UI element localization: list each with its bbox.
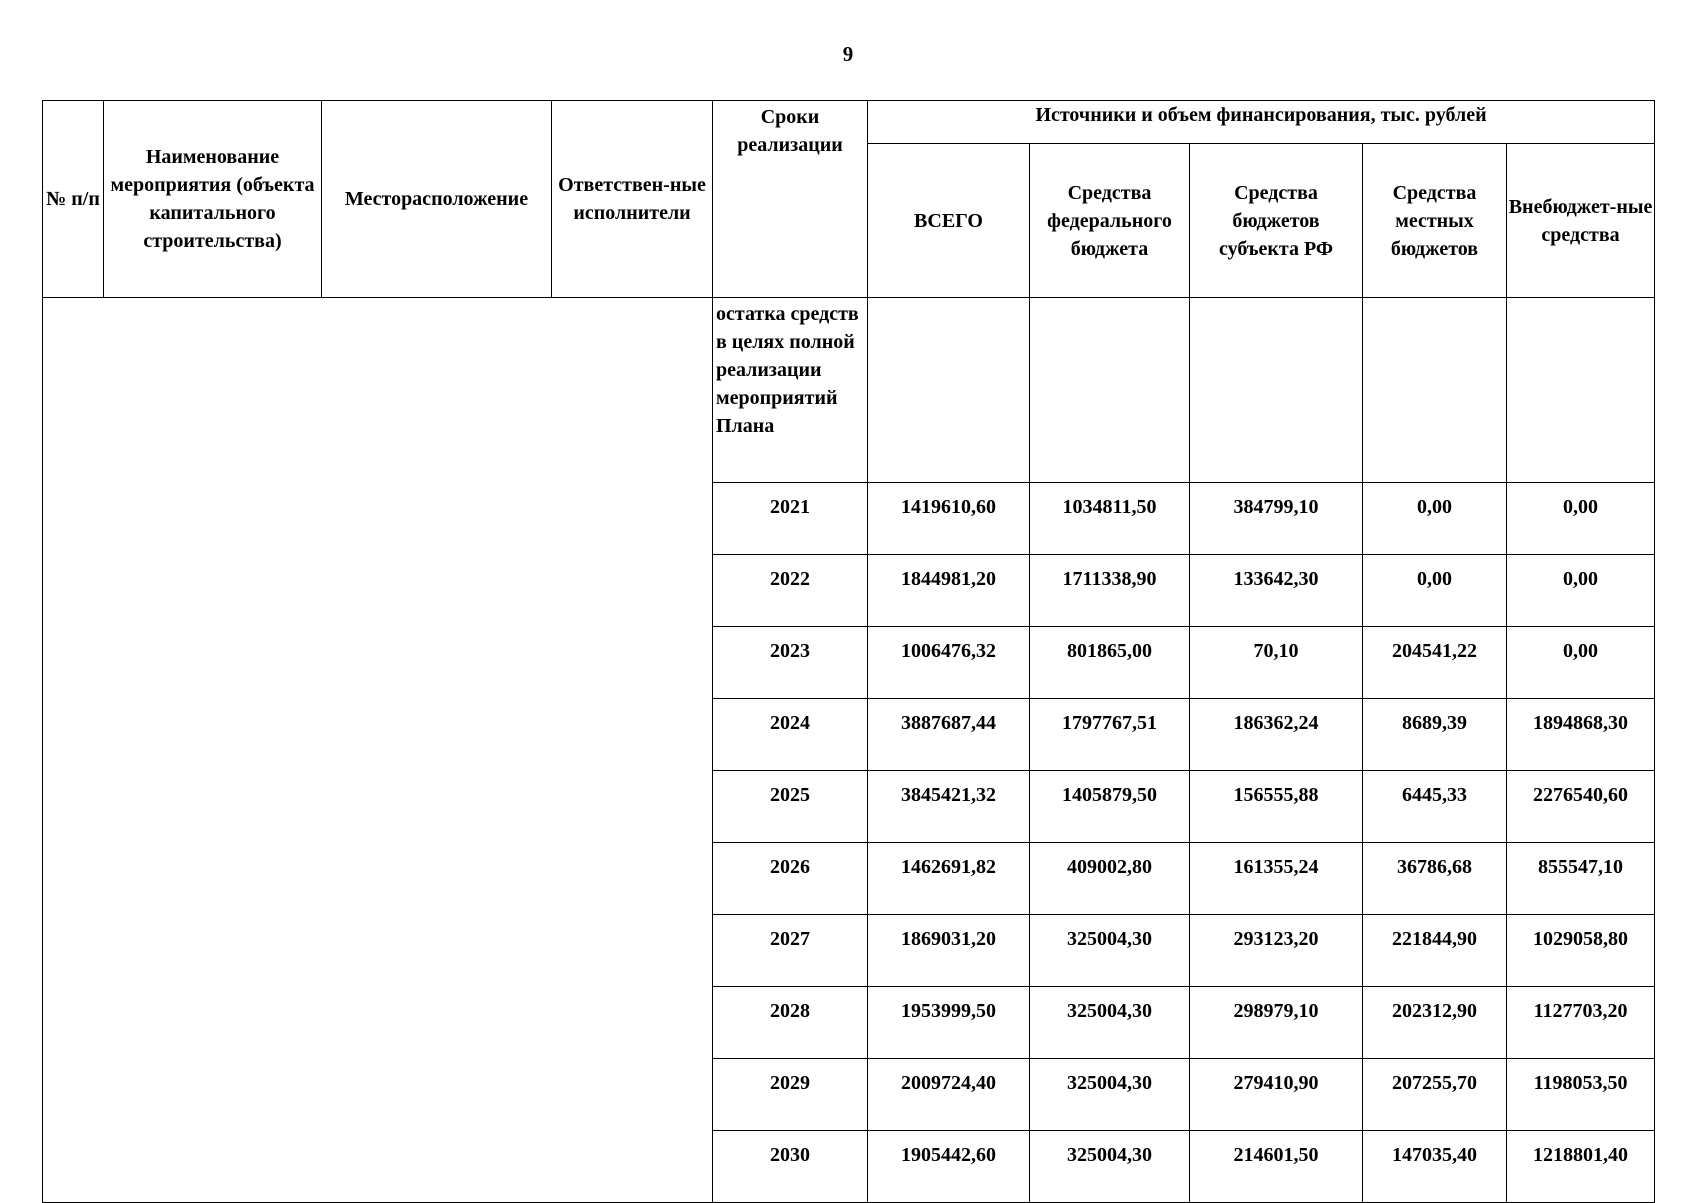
cell-regional: 214601,50	[1190, 1131, 1363, 1203]
cell-offbudget: 0,00	[1507, 627, 1655, 699]
cell-federal: 325004,30	[1030, 987, 1190, 1059]
cell-offbudget: 0,00	[1507, 555, 1655, 627]
header-row-1	[43, 101, 1655, 144]
header-federal: Средства федерального бюджета	[1030, 144, 1190, 298]
merged-empty-cell	[43, 298, 713, 1203]
cell-local: 6445,33	[1363, 771, 1507, 843]
header-regional: Средства бюджетов субъекта РФ	[1190, 144, 1363, 298]
cell-offbudget: 1029058,80	[1507, 915, 1655, 987]
cell-year: 2021	[713, 483, 868, 555]
page-number: 9	[842, 42, 854, 66]
cell-federal: 325004,30	[1030, 1059, 1190, 1131]
cell-regional: 70,10	[1190, 627, 1363, 699]
cell-year: 2027	[713, 915, 868, 987]
cell-total: 2009724,40	[868, 1059, 1030, 1131]
header-num: № п/п	[43, 101, 104, 298]
cell-offbudget: 1198053,50	[1507, 1059, 1655, 1131]
cell-federal: 409002,80	[1030, 843, 1190, 915]
cell-offbudget: 1218801,40	[1507, 1131, 1655, 1203]
cell-local: 0,00	[1363, 483, 1507, 555]
cell-regional: 133642,30	[1190, 555, 1363, 627]
empty-cell	[868, 298, 1030, 483]
cell-offbudget: 855547,10	[1507, 843, 1655, 915]
cell-regional: 279410,90	[1190, 1059, 1363, 1131]
header-total: ВСЕГО	[868, 144, 1030, 298]
cell-regional: 186362,24	[1190, 699, 1363, 771]
cell-offbudget: 1127703,20	[1507, 987, 1655, 1059]
cell-year: 2030	[713, 1131, 868, 1203]
cell-federal: 1711338,90	[1030, 555, 1190, 627]
cell-total: 1006476,32	[868, 627, 1030, 699]
cell-regional: 293123,20	[1190, 915, 1363, 987]
cell-federal: 801865,00	[1030, 627, 1190, 699]
cell-local: 0,00	[1363, 555, 1507, 627]
cell-total: 1953999,50	[868, 987, 1030, 1059]
header-location: Месторасположение	[322, 101, 552, 298]
cell-offbudget: 2276540,60	[1507, 771, 1655, 843]
note-cell: остатка средств в целях полной реализации мероприятий Плана	[713, 298, 868, 483]
header-period: Сроки реализации	[713, 101, 868, 298]
cell-local: 202312,90	[1363, 987, 1507, 1059]
cell-total: 3887687,44	[868, 699, 1030, 771]
empty-cell	[1030, 298, 1190, 483]
cell-federal: 1034811,50	[1030, 483, 1190, 555]
cell-total: 1462691,82	[868, 843, 1030, 915]
cell-local: 204541,22	[1363, 627, 1507, 699]
cell-local: 8689,39	[1363, 699, 1507, 771]
cell-local: 207255,70	[1363, 1059, 1507, 1131]
cell-regional: 298979,10	[1190, 987, 1363, 1059]
cell-offbudget: 1894868,30	[1507, 699, 1655, 771]
cell-year: 2025	[713, 771, 868, 843]
cell-federal: 325004,30	[1030, 1131, 1190, 1203]
cell-local: 147035,40	[1363, 1131, 1507, 1203]
header-local: Средства местных бюджетов	[1363, 144, 1507, 298]
header-responsible: Ответствен-ные исполнители	[552, 101, 713, 298]
cell-total: 1419610,60	[868, 483, 1030, 555]
cell-regional: 156555,88	[1190, 771, 1363, 843]
cell-year: 2022	[713, 555, 868, 627]
cell-regional: 384799,10	[1190, 483, 1363, 555]
empty-cell	[1363, 298, 1507, 483]
note-row	[43, 298, 1655, 483]
cell-year: 2028	[713, 987, 868, 1059]
header-name: Наименование мероприятия (объекта капитального строительства)	[104, 101, 322, 298]
cell-federal: 1797767,51	[1030, 699, 1190, 771]
cell-total: 1844981,20	[868, 555, 1030, 627]
cell-year: 2024	[713, 699, 868, 771]
header-sources: Источники и объем финансирования, тыс. рублей	[868, 101, 1655, 144]
cell-year: 2026	[713, 843, 868, 915]
cell-federal: 325004,30	[1030, 915, 1190, 987]
cell-regional: 161355,24	[1190, 843, 1363, 915]
cell-total: 1905442,60	[868, 1131, 1030, 1203]
header-offbudget: Внебюджет-ные средства	[1507, 144, 1655, 298]
cell-total: 1869031,20	[868, 915, 1030, 987]
cell-offbudget: 0,00	[1507, 483, 1655, 555]
cell-federal: 1405879,50	[1030, 771, 1190, 843]
financing-table	[42, 100, 1655, 1203]
empty-cell	[1190, 298, 1363, 483]
cell-year: 2029	[713, 1059, 868, 1131]
cell-local: 36786,68	[1363, 843, 1507, 915]
cell-local: 221844,90	[1363, 915, 1507, 987]
cell-total: 3845421,32	[868, 771, 1030, 843]
cell-year: 2023	[713, 627, 868, 699]
table-body	[43, 101, 1655, 1203]
empty-cell	[1507, 298, 1655, 483]
